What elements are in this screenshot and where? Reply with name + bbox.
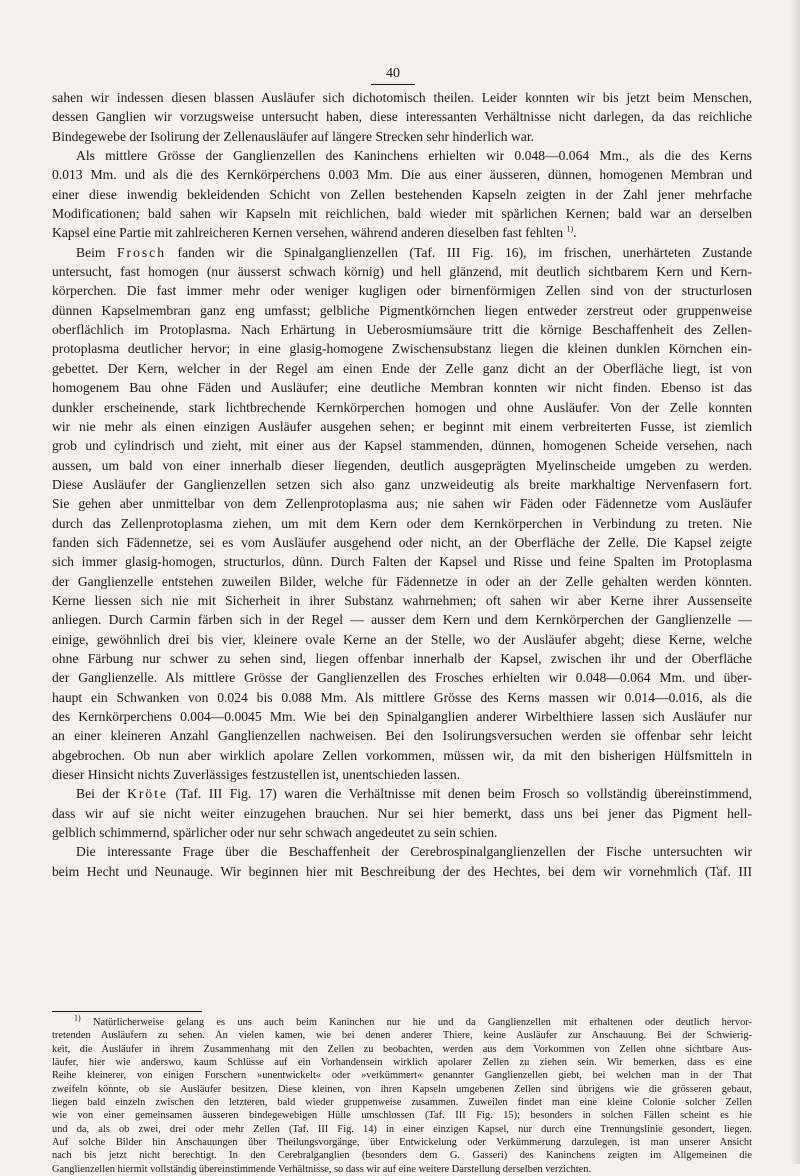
text-line: dunkler erscheinende, stark lichtbrechende Kernkörperchen homogen und ohne Ausläufer. Von der Zelle konnten xyxy=(52,399,752,415)
text-line: fanden sich Fädennetze, sei es vom Ausläufer ausgehend oder nicht, an der Oberfläche der Zelle. Die Kapsel zeigte xyxy=(52,534,752,550)
text-line: protoplasma deutlicher hervor; in eine glasig-homogene Zwischensubstanz liegen die kleinen dunklen Körnchen ein- xyxy=(52,341,752,357)
text-line: anliegen. Durch Carmin färben sich in der Regel — ausser dem Kern und dem Kernkörperchen der Ganglienzelle — xyxy=(52,612,752,628)
text-line: untersucht, fast homogen (nur äusserst schwach körnig) und hell glänzend, mit deutlich sichtbarem Kern und Kern- xyxy=(52,264,752,280)
footnote-reference[interactable]: 1) xyxy=(566,224,574,234)
text-span: Natürlicherweise gelang es uns auch beim Kaninchen nur hie und da Ganglienzellen mit erhaltenen oder deutlich hervor- xyxy=(93,1017,752,1028)
text-line: der Ganglienzelle. Als mittlere Grösse der Ganglienzellen des Frosches erhielten wir 0.048—0.064 Mm. und über- xyxy=(52,670,752,686)
footnote-marker: 1) xyxy=(74,1013,81,1023)
footnote-line xyxy=(52,1013,752,1029)
page-number: 40 xyxy=(371,66,415,85)
text-line: 0.013 Mm. und als die des Kernkörperchens 0.003 Mm. Die aus einer äusseren, dünnen, homogenen Membran und xyxy=(52,167,752,183)
text-line: homogenem Bau ohne Fäden und Ausläufer; eine deutliche Membran konnten wir nicht finden. Ebenso ist das xyxy=(52,380,752,396)
text-line: haupt ein Schwanken von 0.024 bis 0.088 Mm. Als mittlere Grösse des Kerns massen wir 0.014—0.016, als die xyxy=(52,689,752,705)
text-line: einer diese inwendig bekleidenden Schicht von Zellen bestehenden Kapseln zeigten in der Zahl jener mehrfache xyxy=(52,186,752,202)
paragraph-3 xyxy=(52,243,752,785)
text-line: Bei der Kröte (Taf. III Fig. 17) waren die Verhältnisse mit denen beim Frosch so vollständig übereinstimmend, xyxy=(76,786,752,802)
paragraph-2 xyxy=(52,146,752,243)
footnote-line: keit, die Ausläufer in ihrem Zusammenhang mit den Zellen zu beobachten, werden aus dem Vorkommen von Zellen ohne sichtbare Aus- xyxy=(52,1043,752,1055)
text-line: körperchen. Die fast immer mehr oder weniger kugligen oder birnenförmigen Zellen sind von der structurlosen xyxy=(52,283,752,299)
text-line: gebettet. Der Kern, welcher in der Regel am einen Ende der Zelle ganz dicht an der Oberfläche liegt, ist von xyxy=(52,360,752,376)
spaced-emphasis: Kröte xyxy=(127,786,169,802)
footnote-line: tretenden Ausläufern zu sehen. An vielen kamen, wie bei denen anderer Thiere, keine Ausläufer zur Anschauung. Bei der Schwierig- xyxy=(52,1030,752,1042)
text-line: Modificationen; bald sahen wir Kapseln mit reichlichen, bald wieder mit spärlichen Kernen; bald war an derselben xyxy=(52,206,752,222)
text-span: Kapsel eine Partie mit zahlreicheren Kernen versehen, während anderen dieselben fast fehlten xyxy=(52,225,564,241)
text-line: ohne Färbung nur schwer zu sehen sind, liegen offenbar innerhalb der Kapsel, zwischen ihr und der Oberfläche xyxy=(52,650,752,666)
footnote-line: wie von einer gemeinsamen äusseren bindegewebigen Hülle umschlossen (Taf. III Fig. 15); besonders in solchen Fällen scheint es hie xyxy=(52,1110,752,1122)
footnote-line: Ganglienzellen hiermit vollständig übereinstimmende Verhältnisse, so dass wir auf eine weitere Darstellung derselben verzichten. xyxy=(52,1163,592,1175)
text-line: Sie gehen aber unmittelbar von dem Zellenprotoplasma aus; nie sahen wir Fäden oder Fädennetze vom Ausläufer xyxy=(52,496,752,512)
footnote-line: Reihe kleinerer, von einigen Forschern »unentwickelt« oder »verkümmert« genannter Ganglienzellen giebt, bei welchen man in der That xyxy=(52,1070,752,1082)
text-line: aussen, um bald von einer innerhalb dieser liegenden, deutlich ausgeprägten Myelinscheide umgeben zu werden. xyxy=(52,457,752,473)
footnote xyxy=(52,1013,752,1176)
text-line: einige, gewöhnlich drei bis vier, kleinere ovale Kerne an der Stelle, wo der Ausläufer abgeht; diese Kerne, welche xyxy=(52,631,752,647)
text-line: Als mittlere Grösse der Ganglienzellen des Kaninchens erhielten wir 0.048—0.064 Mm., als die des Kerns xyxy=(76,148,752,164)
footnote-line: liegen bald einzeln zwischen den letzteren, bald wieder gruppenweise zusammen. Zuweilen findet man eine kleine Colonie solcher Zellen xyxy=(52,1097,752,1109)
footnote-line: zweifeln könnte, ob sie Ausläufer besitzen. Diese kleinen, von ihren Kapseln umgebenen Zellen sind übrigens wie die grösseren gebaut, xyxy=(52,1083,752,1095)
text-line: gelblich schimmernd, spärlicher oder nur sehr schwach angedeutet zu sein schien. xyxy=(52,825,498,841)
paragraph-1 xyxy=(52,88,752,146)
text-line: durch das Zellenprotoplasma ziehen, um mit dem Kern oder dem Kernkörperchen in Verbindung zu treten. Nie xyxy=(52,515,752,531)
text-line: abgebrochen. Ob nun aber wirklich apolare Zellen vorkommen, müssen wir, da mit den bisherigen Hülfsmitteln in xyxy=(52,747,752,763)
footnote-line: Auf solche Bilder hin Anschauungen über Theilungsvorgänge, über Entwickelung oder Verkümmerung darzulegen, ist man unserer Ansicht xyxy=(52,1137,752,1149)
page-edge-shadow xyxy=(790,0,800,1164)
text-line: des Kernkörperchens 0.004—0.0045 Mm. Wie bei den Spinalganglien anderer Wirbelthiere lassen sich Ausläufer nur xyxy=(52,709,752,724)
text-line: beim Hecht und Neunauge. Wir beginnen hier mit Beschreibung der des Hechtes, bei dem wir vornehmlich (Taf. III xyxy=(52,863,752,879)
text-line: dünnen Kapselmembran ganz eng umfasst; gelbliche Pigmentkörnchen liegen entweder zerstreut oder gruppenweise xyxy=(52,302,752,318)
text-line: Bindegewebe der Isolirung der Zellenausläufer auf längere Strecken sehr hinderlich war. xyxy=(52,128,535,144)
text-line: grob und cylindrisch und zieht, mit einer aus der Kapsel stammenden, dünnen, homogenen Scheide versehen, nach xyxy=(52,438,752,454)
text-line: der Ganglienzelle entstehen zuweilen Bilder, welche für Fädennetze in oder an der Zelle gehalten werden könnten. xyxy=(52,573,752,589)
text-line: sich immer glasig-homogen, structurlos, dünn. Durch Falten der Kapsel und Risse und feine Spalten im Protoplasma xyxy=(52,554,752,570)
text-line: dessen Ganglien wir vorzugsweise untersucht haben, diese interessanten Verhältnisse nicht darlegen, da das reichliche xyxy=(52,109,752,125)
text-line: an einer kleineren Anzahl Ganglienzellen nachweisen. Bei den Isolirungsversuchen werden sie offenbar sehr leicht xyxy=(52,728,752,744)
text-line: Kapsel eine Partie mit zahlreicheren Kernen versehen, während anderen dieselben fast fehlten $^{1)}$. xyxy=(52,224,577,241)
footnote-line: und da, als ob zwei, drei oder mehr Zellen (Taf. III Fig. 14) in einer einzigen Kapsel, nur durch eine Trennungslinie gesondert, liegen. xyxy=(52,1123,752,1135)
text-line: Diese Ausläufer der Ganglienzellen setzen sich also ganz unzweideutig als breite markhaltige Nervenfasern fort. xyxy=(52,476,752,492)
text-line: sahen wir indessen diesen blassen Ausläufer sich dichotomisch theilen. Leider konnten wir bis jetzt beim Menschen, xyxy=(52,90,752,105)
paragraph-5 xyxy=(52,842,752,881)
spaced-emphasis: Frosch xyxy=(117,244,167,260)
text-line: wir nie mehr als einen einzigen Ausläufer ausgehen sehen; er beginnt mit einem verbreiterten Fusse, ist ziemlich xyxy=(52,418,752,434)
text-line: Kerne liessen sich nie mit Sicherheit in ihrer Substanz wahrnehmen; oft sahen wir aber Kerne ihrer Aussenseite xyxy=(52,592,752,608)
paragraph-4 xyxy=(52,784,752,842)
text-line: Die interessante Frage über die Beschaffenheit der Cerebrospinalganglienzellen der Fische untersuchten wir xyxy=(76,844,752,860)
text-line: Beim Frosch fanden wir die Spinalganglienzellen (Taf. III Fig. 16), im frischen, unerhärteten Zustande xyxy=(76,244,752,260)
footnote-line: läufer, hier wie anderswo, kaum Schlüsse auf ein Vorhandensein wirklich apolarer Zellen zu ziehen sein. Wir bemerken, dass es eine xyxy=(52,1057,752,1069)
footnote-line: nach bis jetzt nicht berechtigt. In den Cerebralganglien (besonders dem G. Gasseri) des Kaninchens zeigten im Allgemeinen die xyxy=(52,1150,752,1162)
body-text xyxy=(52,88,752,881)
text-line: dieser Hinsicht nichts Zuverlässiges festzustellen ist, unentschieden lassen. xyxy=(52,767,461,783)
text-line: dass wir auf sie nicht weiter einzugehen brauchen. Nur sei hier bemerkt, dass uns bei jener das Pigment hell- xyxy=(52,805,752,821)
footnote-divider xyxy=(52,1011,202,1012)
text-line: oberflächlich im Protoplasma. Nach Erhärtung in Ueberosmiumsäure tritt die körnige Beschaffenheit des Zellen- xyxy=(52,322,752,338)
